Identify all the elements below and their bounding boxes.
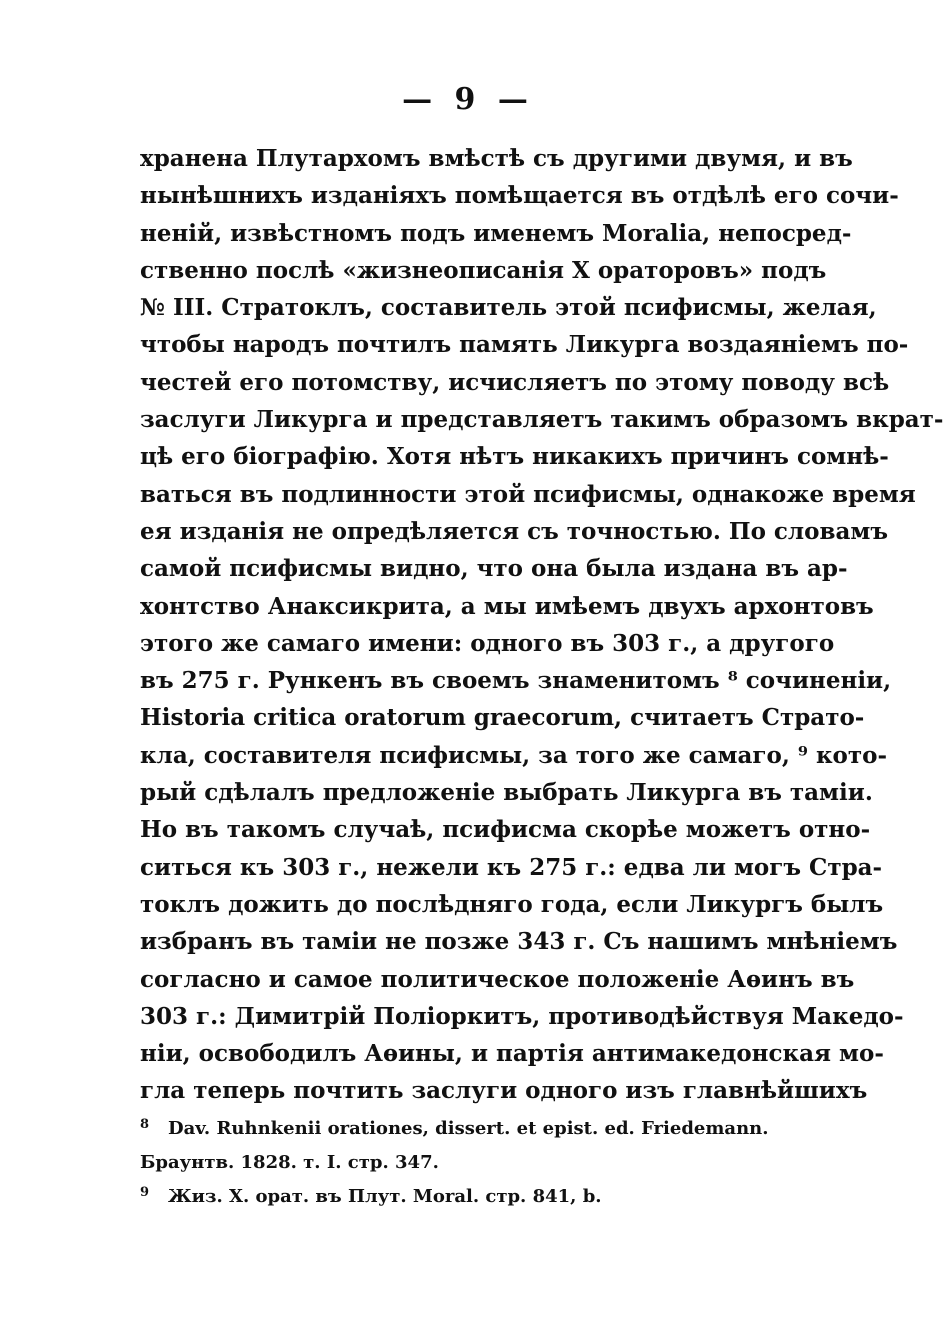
footnote-8 [140,1112,800,1146]
text-line: Но въ такомъ случаѣ, псифисма скорѣе можетъ отно- [140,816,871,844]
text-line: неній, извѣстномъ подъ именемъ Moralia, непосред- [140,219,852,247]
text-line: гла теперь почтить заслуги одного изъ главнѣйшихъ [140,1077,868,1105]
footnote-marker: 8 [140,1117,150,1132]
text-line: самой псифисмы видно, что она была издана въ ар- [140,555,848,583]
text-line: ея изданія не опредѣляется съ точностью. По словамъ [140,517,888,545]
footnote-text: Жиз. X. орат. въ Плут. Moral. стр. 841, b. [168,1186,602,1207]
text-line: нынѣшнихъ изданіяхъ помѣщается въ отдѣлѣ его сочи- [140,182,899,210]
text-line: заслуги Ликурга и представляетъ такимъ образомъ вкрат- [140,406,943,434]
text-line: Historia critica oratorum graecorum, считаетъ Страто- [140,704,865,732]
text-line: ніи, освободилъ Аѳины, и партія антимакедонская мо- [140,1040,884,1068]
text-line: цѣ его біографію. Хотя нѣтъ никакихъ причинъ сомнѣ- [140,443,889,471]
text-line: хонтство Анаксикрита, а мы имѣемъ двухъ архонтовъ [140,592,874,620]
text-line: честей его потомству, исчисляетъ по этому поводу всѣ [140,368,890,396]
text-line: ственно послѣ «жизнеописанія X ораторовъ» подъ [140,256,827,284]
text-line: № III. Стратоклъ, составитель этой псифисмы, желая, [140,294,877,322]
text-line: хранена Плутархомъ вмѣстѣ съ другими двумя, и въ [140,145,853,172]
text-line: 303 г.: Димитрій Поліоркитъ, противодѣйствуя Македо- [140,1002,904,1030]
text-line: чтобы народъ почтилъ память Ликурга воздаяніемъ по- [140,331,909,359]
footnote-marker: 9 [140,1185,150,1200]
body-text [140,140,943,1110]
text-line: согласно и самое политическое положеніе Аѳинъ въ [140,965,855,993]
text-line: въ 275 г. Рункенъ въ своемъ знаменитомъ ⁸ сочиненіи, [140,667,892,695]
text-line: ситься къ 303 г., нежели къ 275 г.: едва ли могъ Стра- [140,853,883,881]
text-line: этого же самаго имени: одного въ 303 г., а другого [140,629,835,657]
text-line: ваться въ подлинности этой псифисмы, однакоже время [140,480,916,508]
text-line: кла, составителя псифисмы, за того же самаго, ⁹ кото- [140,741,888,769]
text-line: избранъ въ таміи не позже 343 г. Съ нашимъ мнѣніемъ [140,928,898,956]
footnote-8-continuation: Браунтв. 1828. т. I. стр. 347. [140,1152,439,1173]
footnotes [140,1112,800,1214]
page-number: — 9 — [402,82,534,117]
text-line: токлъ дожить до послѣдняго года, если Ликургъ былъ [140,890,884,918]
text-line: рый сдѣлалъ предложеніе выбрать Ликурга въ таміи. [140,779,873,807]
footnote-9 [140,1180,800,1214]
footnote-text: Dav. Ruhnkenii orationes, dissert. et epist. ed. Friedemann. [168,1118,769,1139]
